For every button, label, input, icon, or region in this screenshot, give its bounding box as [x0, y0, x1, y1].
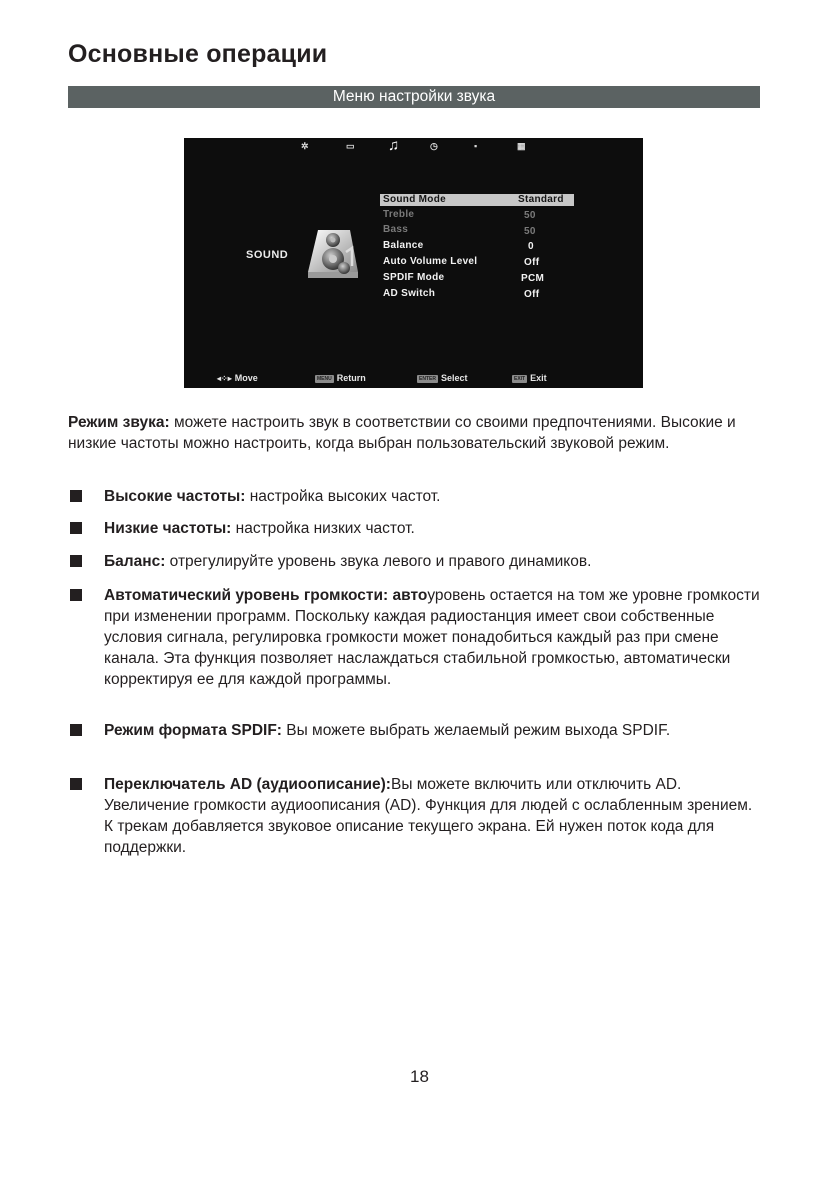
- menu-item-bass[interactable]: Bass 50: [383, 224, 536, 237]
- menu-item-auto-volume-level[interactable]: Auto Volume Level Off: [383, 256, 540, 268]
- lock-icon: ▪: [474, 141, 478, 151]
- menu-item-balance[interactable]: Balance 0: [383, 240, 534, 252]
- settings-icon: ✲: [301, 141, 309, 151]
- footer-move: ◂⁘▸ Move: [217, 373, 258, 383]
- bullet-square-icon: [70, 555, 82, 567]
- tv-menu-top-icons: [184, 138, 643, 156]
- page-title: Основные операции: [68, 40, 328, 68]
- move-arrows-icon: ◂⁘▸: [217, 374, 232, 383]
- footer-exit: EXIT Exit: [514, 373, 547, 383]
- menu-item-treble[interactable]: Treble 50: [383, 209, 536, 221]
- clock-icon: ◷: [430, 141, 438, 151]
- tv-sound-menu-list: [380, 194, 574, 303]
- footer-return: MENU Return: [317, 373, 366, 383]
- section-header-bar: Меню настройки звука: [68, 86, 760, 108]
- music-note-icon: ♫: [388, 137, 400, 154]
- footer-select: ENTER Select: [419, 373, 468, 383]
- page-number: 18: [410, 1067, 429, 1086]
- menu-key-icon: MENU: [317, 376, 332, 382]
- bullet-square-icon: [70, 522, 82, 534]
- intro-paragraph: [68, 412, 768, 454]
- intro-text: можете настроить звук в соответствии со своими предпочтениями. Высокие и низкие частоты можно настроить, когда выбран пользовательский звуковой режим.: [68, 414, 736, 452]
- tv-section-label: SOUND: [246, 249, 289, 261]
- intro-term: Режим звука:: [68, 414, 170, 431]
- menu-item-ad-switch[interactable]: AD Switch Off: [383, 288, 540, 300]
- enter-key-icon: ENTER: [419, 376, 436, 382]
- speaker-icon: [306, 226, 360, 282]
- picture-icon: ▭: [346, 141, 355, 151]
- bullet-square-icon: [70, 589, 82, 601]
- menu-item-sound-mode[interactable]: Sound Mode Standard: [380, 194, 574, 206]
- bullet-square-icon: [70, 778, 82, 790]
- tv-menu-footer: [184, 373, 643, 385]
- menu-item-spdif-mode[interactable]: SPDIF Mode PCM: [383, 272, 545, 284]
- apps-grid-icon: ▦: [517, 141, 526, 151]
- bullet-square-icon: [70, 490, 82, 502]
- bullet-square-icon: [70, 724, 82, 736]
- tv-sound-menu-screenshot: [184, 138, 643, 388]
- exit-key-icon: EXIT: [514, 376, 526, 382]
